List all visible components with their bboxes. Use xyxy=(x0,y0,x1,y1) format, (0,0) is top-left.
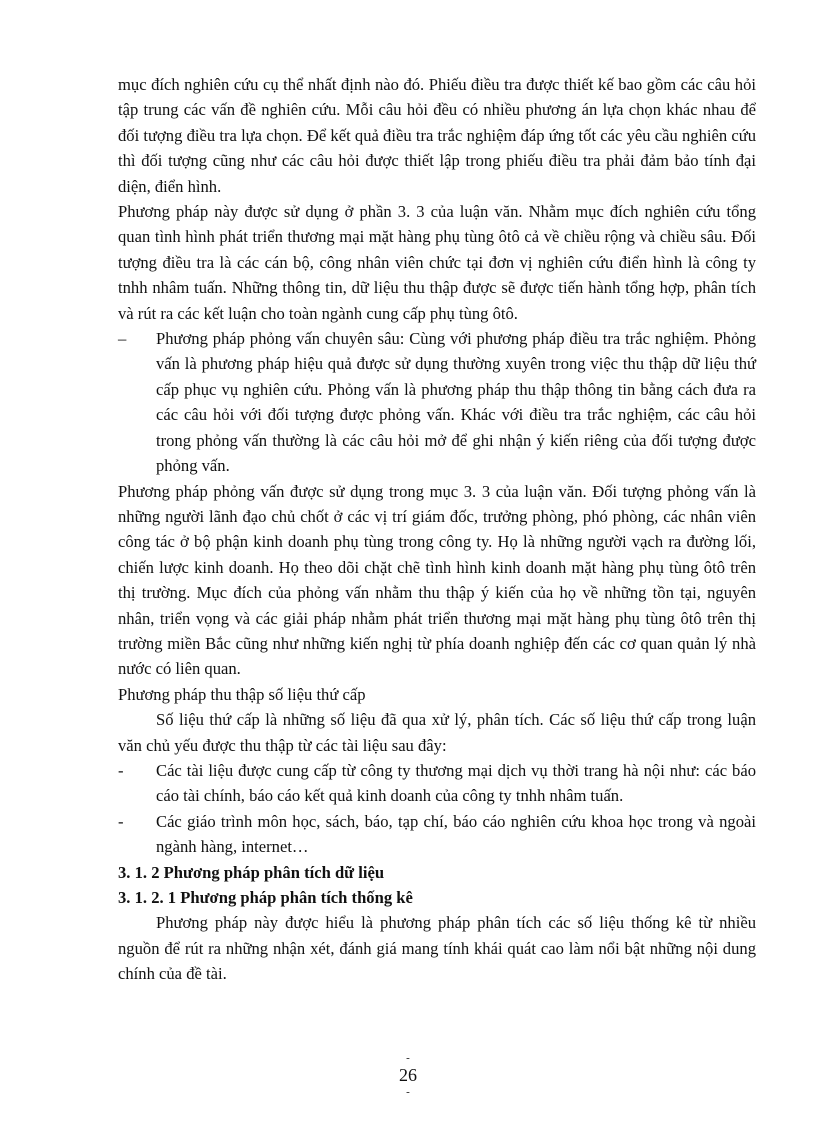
bullet-interview-method xyxy=(118,326,756,478)
bullet-source-literature xyxy=(118,809,756,860)
subsection-heading-statistical-analysis: 3. 1. 2. 1 Phương pháp phân tích thống kê xyxy=(118,888,413,907)
bullet-text: Các giáo trình môn học, sách, báo, tạp chí, báo cáo nghiên cứu khoa học trong và ngoài ngành hàng, internet… xyxy=(156,811,756,857)
paragraph-statistical-analysis: Phương pháp này được hiểu là phương pháp phân tích các số liệu thống kê từ nhiều nguồn để rút ra những nhận xét, đánh giá mang tính khái quát cao làm nổi bật những nội dung chính của đề tài. xyxy=(118,913,756,984)
section-heading-data-analysis: 3. 1. 2 Phương pháp phân tích dữ liệu xyxy=(118,862,385,882)
bullet-dash: - xyxy=(118,811,124,831)
footer-dash-top: - xyxy=(406,1052,410,1064)
page-number: 26 xyxy=(399,1065,417,1085)
bullet-text: Các tài liệu được cung cấp từ công ty thương mại dịch vụ thời trang hà nội như: các báo cáo tài chính, báo cáo kết quả kinh doanh của công ty tnhh nhâm tuấn. xyxy=(156,760,756,806)
paragraph-secondary-data-title: Phương pháp thu thập số liệu thứ cấp xyxy=(118,684,366,704)
paragraph-interview-usage: Phương pháp phỏng vấn được sử dụng trong mục 3. 3 của luận văn. Đối tượng phỏng vấn là những người lãnh đạo chủ chốt ở các vị trí giám đốc, trưởng phòng, phó phòng, các nhân viên công tác ở bộ phận kinh doanh phụ tùng trong công ty. Họ là những người vạch ra đường lối, chiến lược kinh doanh. Họ theo dõi chặt chẽ tình hình kinh doanh mặt hàng phụ tùng ôtô trên thị trường. Mục đích của phỏng vấn nhằm thu thập ý kiến của họ về những tồn tại, nguyên nhân, triển vọng và các giải pháp nhằm phát triển thương mại mặt hàng phụ tùng ôtô trên thị trường miền Bắc cũng như những kiến nghị từ phía doanh nghiệp đến các cơ quan quản lý nhà nước có liên quan. xyxy=(118,481,756,679)
bullet-dash: – xyxy=(118,329,127,349)
paragraph-survey-usage: Phương pháp này được sử dụng ở phần 3. 3 của luận văn. Nhằm mục đích nghiên cứu tổng quan tình hình phát triển thương mại mặt hàng phụ tùng ôtô cả về chiều rộng và chiều sâu. Đối tượng điều tra là các cán bộ, công nhân viên chức tại đơn vị nghiên cứu điển hình là công ty tnhh nhâm tuấn. Những thông tin, dữ liệu thu thập được sẽ được tiến hành tổng hợp, phân tích và rút ra các kết luận cho toàn ngành cung cấp phụ tùng ôtô. xyxy=(118,202,756,323)
footer-dash-bottom: - xyxy=(406,1086,410,1098)
bullet-text: Phương pháp phỏng vấn chuyên sâu: Cùng với phương pháp điều tra trắc nghiệm. Phỏng vấn là phương pháp hiệu quả được sử dụng thường xuyên trong việc thu thập dữ liệu thứ cấp phục vụ nghiên cứu. Phỏng vấn là phương pháp thu thập thông tin bằng cách đưa ra các câu hỏi với đối tượng được phỏng vấn. Khác với điều tra trắc nghiệm, các câu hỏi trong phỏng vấn thường là các câu hỏi mở để ghi nhận ý kiến riêng của đối tượng được phỏng vấn. xyxy=(156,329,756,476)
bullet-source-company xyxy=(118,758,756,809)
paragraph-survey-intro: mục đích nghiên cứu cụ thể nhất định nào đó. Phiếu điều tra được thiết kế bao gồm các câu hỏi tập trung các vấn đề nghiên cứu. Mỗi câu hỏi đều có nhiều phương án lựa chọn khác nhau để đối tượng điều tra lựa chọn. Để kết quả điều tra trắc nghiệm đáp ứng tốt các yêu cầu nghiên cứu thì đối tượng cũng như các câu hỏi được thiết lập trong phiếu điều tra phải đảm bảo tính đại diện, điển hình. xyxy=(118,75,756,196)
paragraph-secondary-data: Số liệu thứ cấp là những số liệu đã qua xử lý, phân tích. Các số liệu thứ cấp trong luận văn chủ yếu được thu thập từ các tài liệu sau đây: xyxy=(118,710,756,755)
bullet-dash: - xyxy=(118,760,124,780)
page-footer xyxy=(0,1052,816,1098)
